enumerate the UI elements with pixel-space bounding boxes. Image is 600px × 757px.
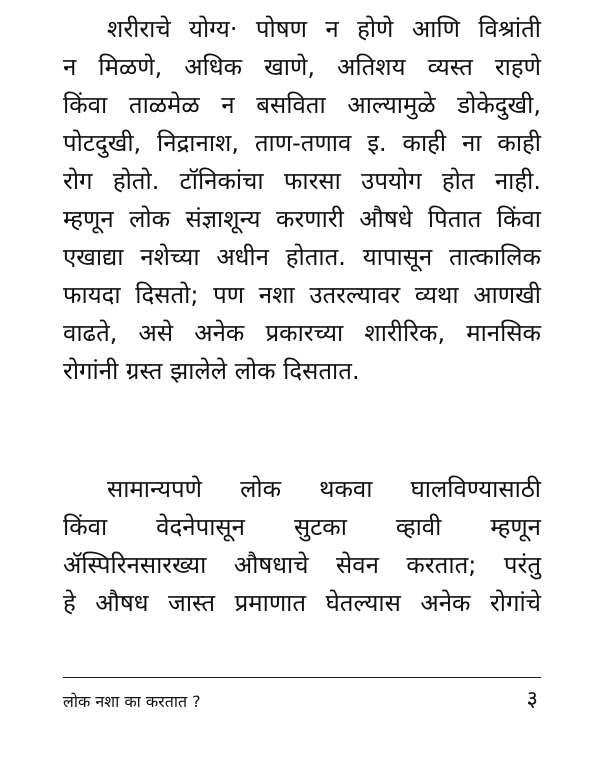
text-line: फायदा दिसतो; पण नशा उतरल्यावर व्यथा आणखी	[63, 281, 541, 309]
text-line: किंवा वेदनेपासून सुटका व्हावी म्हणून	[63, 513, 541, 541]
running-footer-title: लोक नशा का करतात ?	[63, 692, 201, 711]
text-line: वाढते, असे अनेक प्रकारच्या शारीरिक, मानसिक	[63, 319, 541, 347]
text-line: हे औषध जास्त प्रमाणात घेतल्यास अनेक रोगांचे	[63, 589, 541, 617]
text-line: एखाद्या नशेच्या अधीन होतात. यापासून तात्कालिक	[63, 243, 541, 271]
text-line: रोग होतो. टॉनिकांचा फारसा उपयोग होत नाही.	[63, 167, 541, 195]
page-number: ३	[526, 687, 538, 712]
paragraph-2	[63, 470, 541, 622]
text-line: सामान्यपणे लोक थकवा घालविण्यासाठी	[107, 475, 541, 503]
text-line: ॲस्पिरिनसारख्या औषधाचे सेवन करतात; परंतु	[63, 551, 541, 579]
text-line: शरीराचे योग्य· पोषण न होणे आणि विश्रांती	[107, 15, 541, 43]
footer-divider	[63, 677, 541, 678]
text-line: पोटदुखी, निद्रानाश, ताण-तणाव इ. काही ना काही	[63, 129, 541, 157]
text-line: रोगांनी ग्रस्त झालेले लोक दिसतात.	[63, 357, 360, 385]
text-line: न मिळणे, अधिक खाणे, अतिशय व्यस्त राहणे	[63, 53, 541, 81]
paragraph-1	[63, 10, 541, 390]
text-line: म्हणून लोक संज्ञाशून्य करणारी औषधे पितात किंवा	[63, 205, 541, 233]
text-line: किंवा ताळमेळ न बसविता आल्यामुळे डोकेदुखी,	[63, 91, 541, 119]
